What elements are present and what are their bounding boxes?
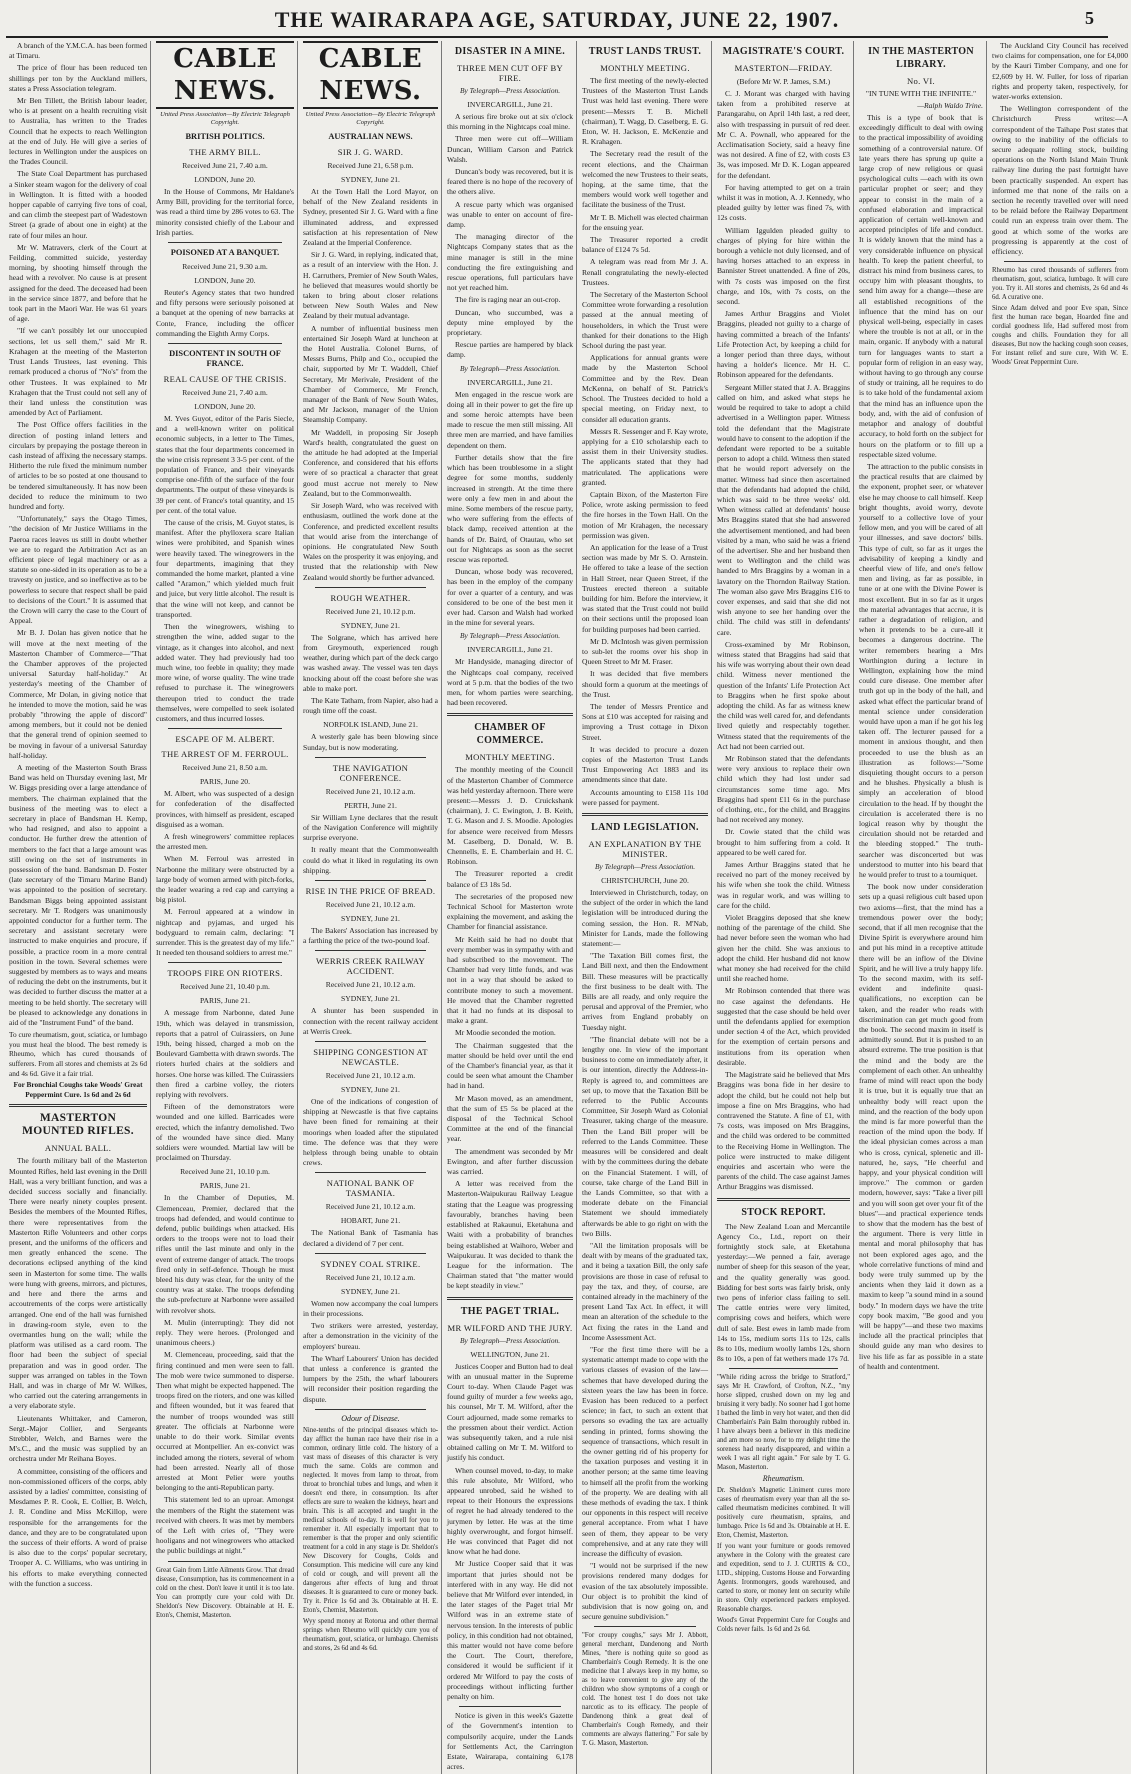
paragraph: Mr Moodie seconded the motion.: [455, 1028, 556, 1038]
paragraph: The State Coal Department has purchased a Sinker steam wagon for the delivery of coal in Wellington. It is fitted with a hooded hopper capable of carrying five tons of coal, and can climb the steepest part of Wadestown Street (a grade of about one in eight) at the rate of four miles an hour.: [9, 169, 147, 240]
article-subheading: MR WILFORD AND THE JURY.: [447, 1322, 573, 1333]
court-presiding: (Before Mr W. P. James, S.M.): [736, 77, 831, 86]
paragraph: Mr Robinson contended that there was no case against the defendants. He suggested that the case should be held over until the defendants applied for exemption under section 4 of the Act, which provided for the exemption of certain persons and institutions from its operation when desirable.: [717, 986, 850, 1067]
byline: By Telegraph—Press Association.: [459, 86, 561, 95]
article-heading: SYDNEY COAL STRIKE.: [320, 1258, 421, 1269]
received-line: Received June 21, 7.40 a.m.: [182, 388, 268, 398]
paragraph: Duncan's body was recovered, but it is feared there is no hope of the recovery of the others alive.: [447, 167, 573, 197]
article-heading: NATIONAL BANK OF TASMANIA.: [326, 1178, 415, 1199]
divider: [1004, 261, 1116, 262]
paragraph: "If we can't possibly let our unoccupied sections, let us sell them," said Mr R. Krahagen at the meeting of the Masterton Trust Lands Trustees, last evening. This remark produced a chorus of "No's" from the other Trustees. It was explained to Mr Krahagen that the Trust could not sell any of their land unless the constitution was amended by Act of Parliament.: [9, 326, 147, 418]
dateline: PARIS, June 21.: [200, 1181, 250, 1191]
paragraph: Accounts amounting to £158 11s 10d were passed for payment.: [582, 787, 708, 807]
dateline: LONDON, June 20.: [194, 276, 256, 286]
paragraph: It really meant that the Commonwealth could do what it liked in regulating its own shipping.: [303, 845, 438, 875]
book-title: "IN TUNE WITH THE INFINITE.": [865, 89, 977, 98]
paragraph: Mr Waddell, in proposing Sir Joseph Ward's health, congratulated the guest on the attitude he had adopted at the Imperial Conference, and considered that his efforts were of so practical a character that great good must accrue not merely to New Zealand, but to the Commonwealth.: [303, 427, 438, 498]
paragraph: M. Ferroul appeared at a window in nightcap and pyjamas, and urged his bodyguard to remain calm, declaring: "I surrender. This is the greatest day of my life." It needed ten thousand soldiers to arrest me.": [156, 907, 294, 958]
section-heading: BRITISH POLITICS.: [185, 132, 265, 141]
paragraph: The monthly meeting of the Council of the Masterton Chamber of Commerce was held yesterday afternoon. There were present:—Messrs J. D. Cruickshank (chairman), J. C. Ewington, J. B. Keith, T. G. Mason and J. S. Moodie. Apologies for absence were received from Messrs M. Caselberg, D. Donald, W. B. Chennells, E. E. Chamberlain and H. C. Robinson.: [447, 765, 574, 867]
byline: By Telegraph—Press Association.: [459, 363, 561, 373]
dateline: CHRISTCHURCH, June 20.: [601, 876, 689, 886]
received-line: Received June 21, 10.12 a.m.: [325, 899, 416, 909]
paragraph: Duncan, who succumbed, was a deputy mine employed by the proprietary.: [447, 307, 573, 338]
paragraph: Notice is given in this week's Gazette of the Government's intention to compulsorily acquire, under the Lands for Settlements Act, the Carrington Estate, Wairarapa, containing 6,178 acres.: [447, 1711, 573, 1772]
paragraph: Sir William Lyne declares that the result of the Navigation Conference will mightily surprise everyone.: [303, 812, 438, 843]
paragraph: The National Bank of Tasmania has declared a dividend of 7 per cent.: [303, 1228, 438, 1248]
paragraph: Dr. Cowie stated that the child was brought to him suffering from a cold. It appeared to be well cared for.: [717, 827, 850, 857]
paragraph: The price of flour has been reduced ten shillings per ton by the Auckland millers, states a Press Association telegram.: [9, 63, 147, 93]
paragraph: Reuter's Agency states that two hundred and fifty persons were seriously poisoned at a banquet at the opening of new barracks at Conte, France, including the officer commanding the Eighth Army Corps.: [156, 288, 294, 338]
received-line: Received June 21, 10.12 a.m.: [325, 786, 416, 796]
paragraph: An application for the lease of a Trust section was made by Mr S. O. Arnstein. He offered to take a lease of the section in Hall Street, near Queen Street, if the Trustees erected thereon a suitable building for him. Before the interview, it was stated that the Trust could not build on their sections until the proposed loan for building purposes had been carried.: [582, 542, 708, 634]
paragraph: The Solgrane, which has arrived here from Greymouth, experienced rough weather, during which part of the deck cargo was washed away. The vessel was ten days knocking about off the coast before she was able to make port.: [303, 632, 438, 693]
paragraph: "Unfortunately," says the Otago Times, "the decision of Mr Justice Williams in the Paeroa races leaves us still in doubt whether we are to regard the Arbitration Act as an efficient piece of legal machinery or as a statute so one-sided in its operation as to be a travesty on justice, and so ineffective as to be powerless to secure that respect shall be paid to decisions of the Court." It is assumed that the Crown will carry the case to the Court of Appeal.: [9, 514, 147, 626]
byline: By Telegraph—Press Association.: [459, 1335, 561, 1345]
article-heading: POISONED AT A BANQUET.: [170, 248, 280, 258]
divider: [315, 1172, 426, 1173]
paragraph: Mr Justice Cooper said that it was important that juries should not be interfered with in any way. He did not believe that Mr Wilford ever intended, in the later stages of the Paget trial Mr Wilford was in an extreme state of nervous tension. In the interests of public policy, in this condition had not obtained, this matter would not have come before the Court. The Court, therefore, considered it would be sufficient if it ordered Mr Wilford to pay the costs of proceedings without inflicting further penalty on him.: [447, 1559, 573, 1702]
dateline: SYDNEY, June 21.: [341, 620, 400, 630]
article-heading: DISASTER IN A MINE.: [454, 46, 566, 57]
advertisement: Rheumo has cured thousands of sufferers from rheumatism, gout, sciatica, lumbago. It will cure you. Try it. All stores and chemists, 2s 6d and 4s 6d. A curative one.: [992, 267, 1128, 302]
paragraph: The managing director of the Nightcaps Company states that as the mine manager is still in the mine conducting the fire extinguishing and rescue operations, full particulars have not yet reached him.: [447, 232, 573, 293]
received-line: Received June 21, 10.12 a.m.: [325, 1070, 416, 1080]
paragraph: C. J. Morant was charged with having taken from a prohibited reserve at Parangarahu, on April 14th last, a red deer, also with trespassing in pursuit of red deer. Mr C. A. Pownall, who appeared for the Acclimatisation Society, said a heavy fine was not desired. A fine of £2, with costs £3 3s, was imposed. Mr D. K. Logan appeared for the defendant.: [717, 89, 850, 180]
advertisement: Wood's Great Peppermint Cure for Coughs and Colds never fails. 1s 6d and 2s 6d.: [717, 1617, 850, 1634]
divider: [315, 1253, 426, 1254]
advertisement: To cure rheumatism, gout, sciatica, or lumbago you must heal the blood. The best remedy is Rheumo, which has cured thousands of sufferers. From all stores and chemists at 2s 6d and 4s 6d. Give it a fair trial.: [9, 1030, 147, 1078]
paragraph: The cause of the crisis, M. Guyot states, is manifest. After the phylloxera scare Italian wines were prohibited, and Spanish wines were heavily taxed. The winegrowers in the four departments, imagining that they commanded the home market, planted a vine called "Aramon," which yielded much fruit and juice, but very little alcohol. The result is that the wine will not keep, and cannot be transported.: [156, 518, 294, 619]
dateline: INVERCARGILL, June 21.: [467, 100, 553, 109]
paragraph: The Wellington correspondent of the Christchurch Press writes:—A correspondent of the Taihape Post states that owing to the inability of the officials to secure adequate rolling stock, building operations on the North Island Main Trunk railway line during the past fortnight have been practically suspended. An expert has informed me that none of the rails on a section he recently travelled over will need to be relaid before the Railway Department could run an express train over them. The good at which some of the works are progressing is apparently at the cost of efficiency.: [992, 104, 1128, 257]
paragraph: Women now accompany the coal lumpers in their processions.: [303, 1298, 438, 1319]
article-subheading: AN EXPLANATION BY THE MINISTER.: [588, 839, 702, 860]
byline: By Telegraph—Press Association.: [594, 862, 696, 872]
article-heading: SHIPPING CONGESTION AT NEWCASTLE.: [313, 1046, 428, 1067]
received-line: Received June 21, 6.58 p.m.: [327, 161, 414, 170]
paragraph: The Post Office offers facilities in the direction of posting inland letters and circulars by prepaying the postage thereon in cash instead of affixing the necessary stamps. Hitherto the rule fixed the minimum number of articles to be so posted at one thousand to be tendered simultaneously. It has now been decided to reduce the minimum to two hundred and forty.: [9, 420, 147, 511]
paragraph: Violet Braggins deposed that she knew nothing of the parentage of the child. She had never before seen the woman who had given her the child. She was anxious to adopt the child. Her husband did not know what money she had received for the child until she reached home.: [717, 913, 850, 984]
divider: [9, 1104, 147, 1107]
divider: [594, 1626, 696, 1627]
divider: [168, 728, 282, 729]
columns: [6, 41, 1128, 1772]
article-heading: THE ARREST OF M. FERROUL.: [161, 749, 289, 760]
banner-subtitle: United Press Association—By Electric Telegraph Copyright.: [160, 111, 290, 126]
paragraph: This statement led to an uproar. Amongst the members of the Right the statement was received with cheers. It was met by members of the Left with cries of, "They were hooligans and not winegrowers who attacked the public buildings at night.": [156, 1495, 294, 1556]
section-heading: DISCONTENT IN SOUTH OF FRANCE.: [169, 349, 281, 369]
column-6: [714, 41, 854, 1774]
paragraph: The Treasurer reported a credit balance of £124 7s 5d.: [582, 235, 708, 255]
received-line: Received June 21, 10.12 a.m.: [325, 1202, 416, 1212]
article-heading: ROUGH WEATHER.: [330, 592, 411, 603]
divider: [315, 587, 426, 588]
masthead: [6, 4, 1108, 38]
paragraph: Mr W. Matravers, clerk of the Court at Feilding, committed suicide, yesterday morning, by shooting himself through the head with a revolver. No cause is at present assigned for the deed. The deceased had been in the service since 1877, and before that he took part in the Maori War. He was 61 years of age.: [9, 242, 147, 324]
paragraph: The book now under consideration sets up a quasi religious cult based upon two axioms—first, that the mind has a tremendous power over the body; second, that if all men recognise that the Divine Spirit is everywhere around him and put his mind in a receptive attitude there will be an inflow of the Divine Spirit, and he will live a truly happy life. To the second maxim, with its self-evident and indefinite quasi-qualifications, no exception can be taken, and the reader who reads with discrimination can get much good from the book. The second maxim in itself is admittedly sound. But it is pushed to an absurd extreme. The true position is that the mind and the body are the complement of each other. An unhealthy frame of mind will react upon the body it is true, but it is equally true that an unhealthy body will react upon the mind, and the reaction of the body upon the mind is far more powerful than the reaction of the mind upon the body. If the ideal physician comes across a man who is cross, cynical, splenetic and ill-natured, he, says, "He cheerful and happy, and your physical condition will improve." The common or garden modern, however, says: "Take a liver pill and you will soon get over your fit of the blues"—and practical experience tends to show that the modern has the best of the argument. There is very little in mental and moral philosophy that has not been explored ages ago, and the whole correlative functions of mind and body were truly summed up by the ancients when they laid it down as a maxim to keep "a sound mind in a sound body." In modern days we have the trite copy book maxim, "Be good and you will be happy"—and these two maxims include all the practical principles that should guide any man who desires to live his life as far as possible in a state of health and contentment.: [859, 882, 983, 1371]
paragraph: The Magistrate said he believed that Mrs Braggins was bona fide in her desire to adopt the child, but he could not help but impose a fine on Mrs Braggins, who had contravened the Statute. A fine of £1, with 7s costs, was imposed on Mrs Braggins, and the child was ordered to be committed to the Receiving Home in Wellington. The police were instructed to make diligent enquiries and ascertain who were the parents of the child. The case against James Arthur Braggins was dismissed.: [717, 1070, 850, 1192]
paragraph: Sergeant Miller stated that J. A. Braggins called on him, and asked what steps he would be required to take to adopt a child advertised in a Wellington paper. Witness told the defendant that the Magistrate would have to consent to the adoption if the defendant were reported to be a suitable person to adopt a child. Witness then stated that he would report adversely on the matter. Witness had since then ascertained that the defendants had adopted the child, which was said to be three weeks' old. When witness called at defendants' house Mrs Braggins stated that she had answered the advertisement mentioned, and had been visited by a man, who said he was a friend of the advertiser. She and her husband then went to Wellington and the child was handed to Mrs Braggins by a woman in a lavatory on the Thorndon Railway Station. The woman also gave Mrs Braggins £16 to cover expenses, and said that she did not wish anyone to see her handing over the child. The child was still in defendants' care.: [717, 382, 850, 637]
paragraph: "I would not be surprised if the new provisions rendered many dodges for evasion of the tax absolutely impossible. Our object is to prohibit the kind of subdivision that is now going on, and secure genuine subdivision.": [582, 1561, 708, 1622]
paragraph: The Secretary of the Masterton School Committee wrote forwarding a resolution passed at the annual meeting of householders, in which the Trust were thanked for their donations to the High School during the past year.: [582, 290, 708, 351]
paragraph: A serious fire broke out at six o'clock this morning in the Nightcaps coal mine.: [447, 112, 573, 132]
paragraph: Rescue parties are hampered by black damp.: [447, 340, 573, 360]
paragraph: In the Chamber of Deputies, M. Clemenceau, Premier, declared that the troops had defended, and would continue to defend, public buildings when attacked. His orders to the troops were not to load their rifles until the last minute and only in the event of extreme danger of attack. The troops fired only in self-defence. Though he must bleed his duty was clear, for the unity of the country was at stake. The troops defending the sub-prefecture at Narbonne were assailed with revolver shots.: [156, 1193, 294, 1315]
paragraph: Sir J. G. Ward, in replying, indicated that, as a result of an interview with the Hon. J. H. Carruthers, Premier of New South Wales, he believed that measures would shortly be taken to bring about closer relations between New South Wales and New Zealand by their mutual advantage.: [303, 250, 438, 321]
dateline: PERTH, June 21.: [344, 800, 397, 810]
dateline: PARIS, June 20.: [200, 777, 250, 787]
paragraph: Mr Keith said he had no doubt that every member was in sympathy with and had subscribed to the movement. The Chamber had very little funds, and was not in a way that should be asked to contribute money to such a movement. He moved that the Chamber regretted that it had no funds at its disposal to make a grant.: [447, 934, 573, 1026]
column-3: [300, 41, 442, 1774]
paragraph: The amendment was seconded by Mr Ewington, and after further discussion was carried.: [447, 1146, 573, 1177]
received-line: Received June 21, 10.12 a.m.: [325, 1272, 416, 1282]
received-line: Received June 21, 10.10 p.m.: [180, 1167, 270, 1177]
received-line: Received June 21, 7.40 a.m.: [182, 161, 268, 170]
paragraph: A fresh winegrowers' committee replaces the arrested men.: [156, 831, 294, 852]
divider: [315, 1041, 426, 1042]
paragraph: The Kate Tatham, from Napier, also had a rough time off the coast.: [303, 695, 438, 716]
paragraph: A telegram was read from Mr J. A. Renall congratulating the newly-elected Trustees.: [582, 257, 708, 287]
dateline: SYDNEY, June 21.: [341, 175, 400, 184]
paragraph: It was decided to procure a dozen copies of the Masterton Trust Lands Trust Empowering Act 1883 and its amendments since that date.: [582, 744, 708, 785]
paragraph: It was decided that five members should form a quorum at the meetings of the Trust.: [582, 669, 708, 699]
received-line: Received June 21, 10.12 p.m.: [325, 606, 416, 616]
paragraph: The attraction to the public consists in the practical results that are claimed by the exponent, prophet seer, or whatever else he may choose to call himself. Keep bright thoughts, avoid worry, devote yourself to a collective love of your fellow men, and you will be cared of all your illnesses, and save doctors' bills. This type of cult, so far as it urges the advisability of keeping a kindly and cheerful view of life, and one's fellow men and living, as far as possible, in tune or at one with the Divine Power is most excellent. But in so far as it urges the material advantages that accrue, it is rather a degradation of religion, and when it pretends to be a cure-all it becomes a dangerous doctrine. The writer remembers hearing a Mrs Worthington during a lecture in Wellington, explaining how the mind could cure disease. One member after truth got up in the body of the hall, and asked what effect the particular brand of mental science under consideration would have upon a man if he got his leg taken off. The lecturer paused for a moment in anxious thought, and then proceeded to use the blush as an illustration as follows:—"Some disquieting thought occurs to a person and he blushes. Physically a blush is simply an acceleration of blood circulation to the head. If by thought the circulation is accelerated there is no logical reason why by thought the circulation should not be retarded and the bleeding stopped." The truth-searcher was disconcerted but was understood to mutter into his beard that he would prefer to trust to a tourniquet.: [859, 461, 983, 880]
article-heading: IN THE MASTERTON LIBRARY.: [868, 46, 974, 70]
divider: [315, 880, 426, 881]
article-number: No. VI.: [907, 76, 935, 86]
masthead-title: THE WAIRARAPA AGE, SATURDAY, JUNE 22, 1907.: [274, 7, 840, 32]
paragraph: The Bakers' Association has increased by a farthing the price of the two-pound loaf.: [303, 925, 438, 946]
paragraph: The Wharf Labourers' Union has decided that unless a conference is granted the lumpers by the 25th, the wharf labourers will reconsider their position regarding the dispute.: [303, 1353, 438, 1404]
paragraph: Captain Bixon, of the Masterton Fire Police, wrote asking permission to feed the fire horses in the Town Hall. On the motion of Mr Krahagen, the necessary permission was given.: [582, 489, 708, 540]
received-line: Received June 21, 9.30 a.m.: [182, 262, 268, 272]
advertisement: For Bronchial Coughs take Woods' Great Peppermint Cure. 1s 6d and 2s 6d: [13, 1080, 143, 1099]
divider: [447, 713, 573, 716]
article-heading: WERRIS CREEK RAILWAY ACCIDENT.: [315, 956, 426, 977]
paragraph: When M. Ferroul was arrested in Narbonne the military were obstructed by a large body of women armed with pitch-forks, the leader wearing a red cap and carrying a big pistol.: [156, 854, 294, 905]
paragraph: The Chairman suggested that the matter should be held over until the end of the Chamber's financial year, as that it could be seen what amount the Chamber had in hand.: [447, 1040, 573, 1091]
article-subheading: MONTHLY MEETING.: [600, 63, 690, 73]
paragraph: "For the first time there will be a systematic attempt made to cope with the various classes of evasion of the law—schemes that have developed during the sixteen years the law has been in force. Evasion has been reduced to a perfect science; in fact, to such an extent that persons so evading the tax are actually sending in printed, forms showing the sequence of transactions, which result in the owner getting rid of his property for the taxation purposes and vesting it in another person; at the same time leaving to himself all the profit from the working of the property. We are dealing with all these methods of evading the tax. I think our opponents in this respect will receive general acceptance. From what I have seen of them, they appear to be very comprehensive, and at any rate they will increase the difficulty of evasion.: [582, 1344, 708, 1559]
divider: [717, 1198, 850, 1201]
paragraph: M. Mulin (interrupting): They did not reply. They were heroes. (Prolonged and unanimous cheers.): [156, 1317, 294, 1348]
article-subheading: MONTHLY MEETING.: [465, 752, 555, 763]
dateline: SYDNEY, June 21.: [341, 1286, 400, 1296]
paragraph: Fifteen of the demonstrators were wounded and one killed. Barricades were erected, which the infantry demolished. Two of the wounded have since died. Many soldiers were wounded. Martial law will be proclaimed on Thursday.: [156, 1102, 294, 1163]
article-heading: THE PAGET TRIAL.: [460, 1305, 560, 1317]
advertisement: "For croupy coughs," says Mr J. Abbott, general merchant, Dandenong and North Mines, "there is nothing quite so good as Chamberlain's Cough Remedy. It is the one medicine that I always keep in my home, so as to leave convenient to give any of the children who show symptoms of a cough or cold. The honest test I do does not take narcotic as to its efficacy. The people of Dandenong think a great deal of Chamberlain's Cough Remedy, and their comments are always flattering." For sale by T. G. Mason, Masterton.: [582, 1632, 708, 1748]
divider: [729, 1368, 838, 1369]
advertisement-heading: Rheumatism.: [762, 1474, 805, 1484]
article-heading: ESCAPE OF M. ALBERT.: [175, 734, 275, 745]
divider: [315, 950, 426, 951]
article-heading: SIR J. G. WARD.: [337, 147, 404, 157]
paragraph: William Iggulden pleaded guilty to charges of plying for hire within the borough a vehicle not duly licensed, and of having horses attached to an express in Bannister Street unattended. A fine of 20s, with 7s costs was imposed on the first charge, and 10s, with 7s costs, on the second.: [717, 225, 850, 307]
paragraph: A westerly gale has been blowing since Sunday, but is now moderating.: [303, 732, 438, 752]
column-2: [153, 41, 298, 1774]
dateline: INVERCARGILL, June 21.: [467, 377, 553, 387]
advertisement: If you want your furniture or goods removed anywhere in the Colony with the greatest care and expedition, send to J. J. CURTIS & CO., LTD., shipping, Customs House and Forwarding Agents. Ironmongers, goods warehoused, and carted to store, or money lent on security while in store. Only experienced packers employed. Reasonable charges.: [717, 1543, 850, 1614]
column-5: [579, 41, 712, 1774]
paragraph: Applications for annual grants were made by the Masterton School Committee and by the Rev. Dean McKenna, on behalf of St. Patrick's School. The Trustees decided to hold a special meeting, on Friday next, to consider all education grants.: [582, 353, 708, 424]
paragraph: M. Yves Guyot, editor of the Paris Siecle, and a well-known writer on political economic subjects, in a letter to The Times, states that the four departments concerned in the wine crisis represent 3 3-5 per cent. of the population of France, and their vineyards comprise one-fifth of the surface of the four departments. The output of these vineyards is 39 per cent. of France's total quantity, and 15 per cent. of the total value.: [156, 414, 294, 515]
paragraph: Justices Cooper and Button had to deal with an unusual matter in the Supreme Court to-day. When Claude Paget was found guilty of murder a few weeks ago, his counsel, Mr T. M. Wilford, after the Court adjourned, made some remarks to the pressmen about their verdict. Action was subsequently taken, and a rule nisi obtained calling on Mr T. M. Wilford to justify his conduct.: [447, 1361, 573, 1463]
paragraph: When counsel moved, to-day, to make this rule absolute, Mr Wilford, who appeared unrobed, said he wished to repeat to their Honours the expressions of regret he had already tendered to the jurymen by letter. He was at the time highly overwrought, and forgot himself. He was convinced that Paget did not know what he had done.: [447, 1465, 573, 1557]
divider: [447, 1297, 573, 1300]
divider: [315, 757, 426, 758]
paragraph: Further details show that the fire which has been troublesome in a slight degree for some months, suddenly increased in strength. At the time there were only a few men in and about the mine. Some members of the rescue party, who were suffering from the effects of black damp, received attention at the hands of Dr. Baird, of Otautau, who set out for Nightcaps as soon as the secret rescue was reported.: [447, 452, 573, 564]
paragraph: Mr Ben Tillett, the British labour leader, who is at present on a health recruiting visit to Australia, has written to the Trades Council that he expects to reach Wellington at the end of July. He will give a series of lectures in Wellington under the auspices on the Trades Council.: [9, 96, 147, 167]
paragraph: Duncan, whose body was recovered, has been in the employ of the company for over a quarter of a century, and was considered to be one of the best men it ever had. Carson and Walsh had worked in the mine for several years.: [447, 567, 573, 628]
dateline: SYDNEY, June 21.: [341, 994, 400, 1004]
article-heading: STOCK REPORT.: [741, 1206, 826, 1218]
advertisement: Great Gain from Little Ailments Grow. That dread disease, Consumption, has its commencement in a cold on the chest. Don't leave it until it is too late. You can promptly cure your cold with Dr. Sheldon's New Discovery. Obtainable at H. E. Eton's, Chemist, Masterton.: [156, 1566, 294, 1619]
article-heading: MASTERTON MOUNTED RIFLES.: [22, 1112, 134, 1138]
paragraph: Messrs R. Sessenger and F. Kay wrote, applying for a £10 scholarship each to assist them in their University studies. The applicants stated that they had matriculated. The applications were granted.: [582, 426, 708, 487]
paragraph: A rescue party which was organised was unable to enter on account of fire-damp.: [447, 199, 573, 230]
advertisement: Wyy spend money at Rotorua and other thermal springs when Rheumo will quickly cure you of rheumatism, gout, sciatica, or lumbago. Chemists and stores, 2s 6d and 4s 6d.: [303, 1617, 438, 1652]
divider: [168, 962, 282, 963]
paragraph: One of the indications of congestion of shipping at Newcastle is that five captains have been fined for remaining at their moorings when loaded after the stipulated time. The defence was that they were helpless through being unable to obtain crews.: [303, 1096, 438, 1168]
paragraph: Mr T. B. Michell was elected chairman for the ensuing year.: [582, 212, 708, 232]
paragraph: "The financial debate will not be a lengthy one. In view of the important business to come on immediately after, it is our intention, directly the Address-in-Reply is agreed to, and committees are set up, to move that the Taxation Bill be referred to the Public Accounts Committee, Sir Joseph Ward as Colonial Treasurer, taking charge of the measure. Then the Land Bill proper will be referred to the Lands Committee. These measures will be considered and dealt with by the committees during the debate on the Financial Statement. I will, of course, take charge of the Land Bill in the Lands Committee, so that with a moderate debate on the Financial Statement we should immediately afterwards be able to go right on with the two Bills.: [582, 1034, 708, 1238]
paragraph: M. Clemenceau, proceeding, said that the firing continued and men were seen to fall. The mob were twice summoned to disperse. Then what might be expected happened. The troops fired on the rioters, and one was killed and fifteen wounded, but it was feared that the number of troops wounded was still greater. The officials at Narbonne were unable to do their work. Similar events occurred at Montpellier. An ex-convict was included among the rioters, several of whom had been arrested. Nearly all of those arrested at Mont Pelier were youths belonging to the anti-Republican party.: [156, 1350, 294, 1493]
paragraph: The fire is raging near an out-crop.: [455, 295, 561, 305]
paragraph: The New Zealand Loan and Mercantile Agency Co., Ltd., report on their fortnightly stock sale, at Eketahuna yesterday:—We penned a fair, average number of sheep for this season of the year, and the quality generally was good. Bidding for best sorts was fairly brisk, only two pens of inferior class failing to sell. The cattle entries were very limited, comprising cows and heifers, which were dull of sale. Best ewes in lamb made from 14s to 15s, medium sorts 11s to 12s, calls 8s to 10s, medium woolly lambs 12s, shorn 8s to 10s, a pen of fat wethers made 17s 7d.: [717, 1221, 850, 1364]
received-line: Received June 21, 10.40 p.m.: [180, 982, 270, 992]
paragraph: James Arthur Braggins stated that he received no part of the money received by his wife when she took the child. Witness was in regular work, and was willing to care for the child.: [717, 860, 850, 910]
divider: [168, 1561, 282, 1562]
article-heading: TROOPS FIRE ON RIOTERS.: [167, 968, 283, 979]
paragraph: Lieutenants Whittaker, and Cameron, Sergt.-Major Collier, and Sergeants Strebbler, Welch, and Barnes were the M's.C., and the music was supplied by an orchestra under Mr Reihana Boyes.: [9, 1413, 147, 1464]
paragraph: A number of influential business men entertained Sir Joseph Ward at luncheon at the Hotel Australia. Colonel Burns, of Messrs Burns, Philp and Co., occupied the chair, supported by Mr T. Waddell, Chief Secretary, Mr Merivale, President of the Chamber of Commerce, Mr French, manager of the Bank of New South Wales, and Mr Jackson, manager of the Union Steamship Company.: [303, 323, 438, 425]
article-heading: MAGISTRATE'S COURT.: [722, 46, 845, 57]
dateline: SYDNEY, June 21.: [341, 913, 400, 923]
paragraph: Mr B. J. Dolan has given notice that he will move at the next meeting of the Masterton Chamber of Commerce—"That the Chamber approves of the projected universal Saturday half-holiday." At yesterday's meeting of the Chamber of Commerce, Mr Dolan, in giving notice that he intended to move the motion, said he was probably "throwing the apple of discord" among members, but it could not be denied that the general trend of opinion seemed to be moving in favour of a universal Saturday half-holiday.: [9, 628, 147, 760]
divider: [168, 242, 282, 243]
paragraph: A message from Narbonne, dated June 19th, which was delayed in transmission, reports that a patrol of Cuirassiers, on June 19th, being hissed, charged a mob on the Boulevard Gambetta with drawn swords. The rioters hurled chairs at the soldiers and horses. One horse was killed. The Cuirassiers then fired a carbine volley, the rioters replying with revolvers.: [156, 1008, 294, 1099]
paragraph: Two strikers were arrested, yesterday, after a demonstration in the vicinity of the employers' bureau.: [303, 1321, 438, 1351]
article-heading: THE ARMY BILL.: [189, 147, 261, 157]
dateline: LONDON, June 20.: [194, 402, 256, 412]
divider: [315, 1409, 426, 1410]
section-banner: CABLE NEWS.: [156, 41, 294, 109]
dateline: NORFOLK ISLAND, June 21.: [323, 720, 418, 730]
column-8: [989, 41, 1131, 1774]
paragraph: Sir Joseph Ward, who was received with enthusiasm, outlined the work done at the Conference, and predicted excellent results that would arise from the interchange of opinions. He congratulated New South Wales on the prosperity it was enjoying, and trusted that the relationship with New Zealand would shortly be further advanced.: [303, 501, 438, 582]
paragraph: This is a type of book that is exceedingly difficult to deal with owing to the practical impossibility of avoiding something of a controversial nature. Of late years there has sprung up quite a large crop of new religious or quasi psychological cults —each with its own particular prophet or seer; and they appear to consist in the main of a confused elaboration and impractical application of certain well-known and accepted principles of life and conduct. It is widely known that the mind has a very considerable influence on physical health. To keep the patient cheerful, to distract his mind from business cares, to occupy him with pleasant thoughts, to send him away for a change—these are all established recognitions of the influence that the mind has on our physical well-being, especially in cases where the trouble is not at all, or in the main, organic. If anybody with a natural turn for languages wants to start a popular form of religion in an easy way, without having to go through any course of study or training, all he requires to do is to take hold of the fundamental axiom that the mind has an influence upon the body, and, with the aid of confusion of metaphor and analogy of doubtful accuracy, to hold forth on the subject for hours on the platform or to fill up a respectable sized volume.: [859, 113, 983, 459]
book-author: —Ralph Waldo Trine.: [917, 101, 983, 110]
page-number: 5: [1085, 8, 1094, 28]
article-subheading: MASTERTON—FRIDAY.: [734, 63, 833, 73]
column-7: [856, 41, 987, 1774]
banner-subtitle: United Press Association—By Electric Telegraph Copyright.: [305, 111, 436, 126]
paragraph: In the House of Commons, Mr Haldane's Army Bill, providing for the territorial force, was read a third time by 286 votes to 63. The minority consisted chiefly of the Labour and Irish parties.: [156, 187, 294, 237]
paragraph: For having attempted to get on a train whilst it was in motion, A. J. Kennedy, who pleaded guilty by letter was fined 7s, with 12s costs.: [717, 182, 850, 223]
advertisement: Nine-tenths of the principal diseases which to-day afflict the human race have their rise in a common, ordinary little cold. The history of a vast mass of diseases of this character is very much the same. Colds are common and neglected. It moves from lamp to throat, from throat to bronchial tubes and lungs, and when it doesn't end there, in consumption. Its after effects are sure to weaken the kidneys, heart and brain. This is all accepted and taught in the medical schools of to-day. It is well for you to remember it. All especially important that to remember is that the proper and only scientific treatment for a cold in any stage is Dr. Sheldon's New Discovery for Coughs, Colds and Consumption. This medicine will cure any kind of cold or cough, and will prevent all the dangerous after effects of lung and throat diseases. It is guaranteed to cure or money back. Try it. Price 1s 6d and 3s. Obtainable at H. E. Eton's, Chemist, Masterton.: [303, 1426, 438, 1614]
advertisement: Since Adam delved and poor Eve span, Since first the human race began, Hoarded fine and cordial goodness life, Had suffered most from coughs and chills. Foundation they for all diseases, But now the hacking cough soon ceases, For instant relief and sure cure, With W. E. Woods' Great Peppermint Cure.: [992, 305, 1128, 367]
paragraph: The fourth military ball of the Masterton Mounted Rifles, held last evening in the Drill Hall, was a very brilliant function, and was a decided success socially and financially. There were nearly ninety couples present. Besides the members of the Mounted Rifles, there were representatives from the Masterton Rifle Volunteers and other corps present, and the uniforms of the officers and men greatly enhanced the scene. The decorations eclipsed anything of the kind seen in Masterton for some time. The walls were hung with greens, mirrors, and pictures, and here and there the arms and accoutrements of the corps were artistically arranged. One end of the hall was furnished in drawing-room style, even to the overmantles hung on the wall; while the platform was utilised as a card room. The floor had been the subject of special preparation and was in good order. The supper was arranged on tables in the Town Hall, and was in charge of Mr W. Wilkes, who carried out the catering arrangements in a very elaborate style.: [9, 1156, 147, 1411]
dateline: SYDNEY, June 21.: [341, 1084, 400, 1094]
paragraph: The secretaries of the proposed new Technical School for Masterton wrote explaining the movement, and asking the Chamber for financial assistance.: [447, 891, 573, 932]
dateline: LONDON, June 20.: [194, 175, 256, 184]
paragraph: Mr Mason moved, as an amendment, that the sum of £5 5s be placed at the disposal of the Technical School Committee at the end of the financial year.: [447, 1093, 573, 1144]
article-heading: THE NAVIGATION CONFERENCE.: [332, 762, 409, 783]
paragraph: "All the limitation proposals will be dealt with by means of the graduated tax, and it being a taxation Bill, the only safe provisions are those in case of refusal to pay the tax, and they, of course, are contained already in the machinery of the present Land Tax Act. In effect, it will mean an alteration of the schedule to the Act fixing the rates in the Land and Income Assessment Act.: [582, 1240, 708, 1342]
article-heading: CHAMBER OF COMMERCE.: [474, 722, 546, 747]
paragraph: A committee, consisting of the officers and non-commissioned officers of the corps, ably assisted by a ladies' committee, consisting of Mesdames P. R. Cook, E. Collier, B. Welch, J. R. Condine and Miss McKillop, were responsible for the arrangements for the dance, and they are to be congratulated upon the success of their efforts. A word of praise is also due to the corps' popular secretary, Trooper A. C. Williams, who was untiring in his efforts to make everything connected with the function a success.: [9, 1466, 148, 1588]
paragraph: Mr D. McIntosh was given permission to sub-let the rooms over his shop in Queen Street to Mr M. Fraser.: [582, 636, 708, 667]
paragraph: A shunter has been suspended in connection with the recent railway accident at Werris Creek.: [303, 1006, 438, 1036]
paragraph: At the Town Hall the Lord Mayor, on behalf of the New Zealand residents in Sydney, presented Sir J. G. Ward with a fine illuminated address, and expressed satisfaction at his representation of New Zealand at the Imperial Conference.: [303, 187, 438, 248]
paragraph: Three men were cut off—William Duncan, William Carson and Patrick Walsh.: [447, 134, 573, 164]
dateline: WELLINGTON, June 21.: [470, 1349, 550, 1359]
column-1: [6, 41, 151, 1774]
received-line: Received June 21, 10.12 a.m.: [325, 980, 416, 990]
dateline: PARIS, June 21.: [200, 996, 250, 1006]
paragraph: The tender of Messrs Prentice and Sons at £10 was accepted for raising and improving a Trust cottage in Dixon Street.: [582, 701, 708, 742]
paragraph: Mr Robinson stated that the defendants were very anxious to replace their own child which they had lost under sad circumstances some time ago. Mrs Braggins had spent £11 6s in the purchase of clothing, etc., for the child, and Braggins had not received any money.: [717, 754, 850, 825]
column-4: [444, 41, 577, 1774]
paragraph: A branch of the Y.M.C.A. has been formed at Timaru.: [9, 41, 147, 61]
paragraph: A letter was received from the Masterton-Waipukurau Railway League stating that the League was progressing favourably, branches having been established at Rakaunui, Eketahuna and Waiti with a probability of branches being established at Waihoro, Weber and Waipukurau. It was decided to thank the League for the information. The Chairman stated that "the matter would be kept steadily in view.": [447, 1179, 573, 1291]
paragraph: A meeting of the Masterton South Brass Band was held on Thursday evening last, Mr W. Biggs presiding over a large attendance of members. The chairman explained that the business of the meeting was to elect a secretary in place of Bandsman H. Kemp, who had resigned, and also to appoint a conductor. He further drew the attention of members to the fact that a large amount was still owing on the set of instruments in possession of the band. Bandsman D. Foster (late secretary of the Timaru Marine Band) was appointed to the position of secretary. Bandsman Biggs being appointed assistant secretary. Mr T. Rodgers was unanimously appointed conductor for a further term. The secretary and assistant secretary were instructed to make enquiries and procure, if possible, a practice room in a more central position in the town. Several schemes were suggested by members as to ways and means of reducing the debt on the instruments, but it was decided to further discuss the matter at a meeting to be held shortly. The secretary will be pleased to acknowledge any donations in aid of the "Instrument Fund" of the band.: [9, 763, 147, 1028]
divider: [168, 343, 282, 344]
paragraph: M. Albert, who was suspected of a design for confederation of the disaffected provinces, with himself as president, escaped disguised as a woman.: [156, 789, 294, 829]
section-banner: CABLE NEWS.: [303, 41, 438, 109]
byline: By Telegraph—Press Association.: [459, 631, 561, 641]
section-heading: AUSTRALIAN NEWS.: [328, 132, 413, 141]
paragraph: "The Taxation Bill comes first, the Land Bill next, and then the Endowment Bill. These measures will be practically the first business to be dealt with. The Bills are all ready, and only require the perusal and approval of the Premier, who arrives from England probably on Tuesday night.: [582, 951, 708, 1032]
paragraph: The Secretary read the result of the recent elections, and the Chairman welcomed the new Trustees to their seats, hoping, at the same time, that the members would work well together and facilitate the business of the Trust.: [582, 149, 708, 210]
received-line: Received June 21, 8.50 a.m.: [182, 763, 268, 773]
article-heading: RISE IN THE PRICE OF BREAD.: [305, 885, 436, 896]
article-subheading: THREE MEN CUT OFF BY FIRE.: [456, 63, 564, 83]
paragraph: Men engaged in the rescue work are doing all in their power to get the fire up and some heroic attempts have been made to rescue the men still missing. All three men are married, and have families dependent on them.: [447, 389, 573, 450]
paragraph: James Arthur Braggins and Violet Braggins, pleaded not guilty to a charge of having committed a breach of the Infants' Life Protection Act, by keeping a child for a longer period than three days, without having a holder's licence. Mr H. C. Robinson appeared for the defendants.: [717, 309, 850, 380]
article-subheading: ANNUAL BALL.: [44, 1143, 112, 1154]
divider: [582, 813, 708, 816]
advertisement-heading: Odour of Disease.: [341, 1413, 400, 1423]
paragraph: The Treasurer reported a credit balance of £3 18s 5d.: [447, 869, 573, 889]
article-heading: REAL CAUSE OF THE CRISIS.: [163, 374, 287, 385]
advertisement: Dr. Sheldon's Magnetic Liniment cures more cases of rheumatism every year than all the so-called rheumatism medicines combined. It will positively cure rheumatism, sprains, and lumbago. Price 1s 6d and 3s. Obtainable at H. E. Eton, Chemist, Masterton.: [717, 1487, 850, 1540]
paragraph: The first meeting of the newly-elected Trustees of the Masterton Trust Lands Trust was held last evening. There were present:—Messrs T. B. Michell (chairman), T. Wagg, D. Caselberg, E. G. Eton, W. H. Jackson, E. McKenzie and R. Krahagen.: [582, 76, 708, 147]
paragraph: Cross-examined by Mr Robinson, witness stated that Braggins had said that his wife was worrying about their own dead child. Witness never mentioned the question of the Infants' Life Protection Act to Braggins when he first spoke about adopting the child. As far as witness knew the child was well cared for, and defendants lived quietly and respectably together. Witness stated that the requirements of the Act had not been carried out.: [717, 639, 850, 751]
article-heading: LAND LEGISLATION.: [591, 822, 699, 834]
dateline: HOBART, June 21.: [340, 1216, 401, 1226]
divider: [459, 1706, 561, 1707]
paragraph: Mr Handyside, managing director of the Nightcaps coal company, received word at 5 p.m. that the bodies of the two men, for whom parties were searching, had been recovered.: [447, 657, 573, 708]
advertisement: "While riding across the bridge to Stratford," says Mr H. Crawford, of Crofton, N.Z., "my horse slipped, crushed down on my leg and bruising it very badly. No sooner had I got home I bathed the limb in very hot water, and then did Chamberlain's Pain Balm thoroughly rubbed in. I have always been a believer in this medicine and am more so now, for to my delight time the soreness had nearly disappeared, and within a week I was all right again." For sale by T. G. Mason, Masterton.: [717, 1374, 850, 1472]
dateline: INVERCARGILL, June 21.: [467, 645, 553, 655]
paragraph: Then the winegrowers, wishing to strengthen the wine, added sugar to the vintage, as it changes into alcohol, and next added water. They had previously had too much wine, too feeble in quality; they made more wine, of worse quality. The wine trade refused to purchase it. The winegrowers thereupon tried to conduct the trade themselves, were compelled to seek isolated customers, and thus incurred losses.: [156, 622, 294, 723]
paragraph: Interviewed in Christchurch, today, on the subject of the order in which the land legislation will be introduced during the coming session, the Hon. R. M'Nab, Minister for Lands, made the following statement:—: [582, 888, 708, 949]
paragraph: The Auckland City Council has received two claims for compensation, one for £4,000 by the Kauri Timber Company, and one for £2,609 by H. W. Fuller, for loss of riparian rights and property taken, respectively, for water-works extension.: [992, 41, 1128, 102]
article-heading: TRUST LANDS TRUST.: [588, 46, 702, 57]
